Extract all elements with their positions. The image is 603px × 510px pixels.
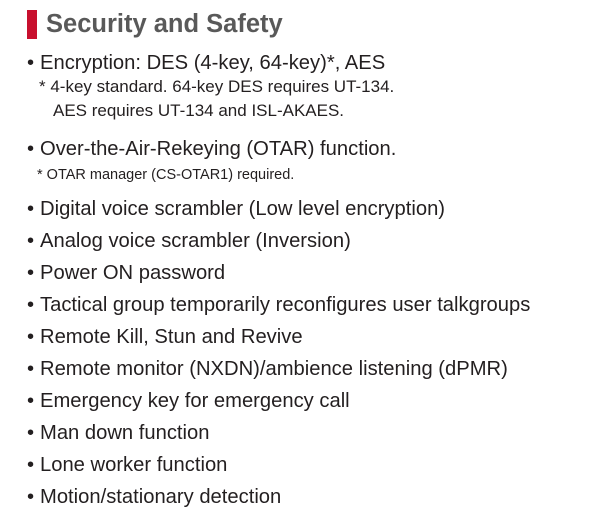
list-item-text: Over-the-Air-Rekeying (OTAR) function. xyxy=(40,138,397,160)
list-item-text: Motion/stationary detection xyxy=(40,486,282,508)
list-item-text: Lone worker function xyxy=(40,454,228,476)
list-item-text: Remote Kill, Stun and Revive xyxy=(40,326,303,348)
list-item-remote-monitor xyxy=(27,357,508,381)
section-title: Security and Safety xyxy=(46,10,283,38)
list-item-digital-scrambler xyxy=(27,197,445,221)
bullet: • xyxy=(27,326,35,348)
bullet: • xyxy=(27,454,35,476)
otar-note: * OTAR manager (CS-OTAR1) required. xyxy=(37,167,295,183)
encryption-note-line2: AES requires UT-134 and ISL-AKAES. xyxy=(53,101,345,120)
list-item-man-down xyxy=(27,421,209,445)
section-header xyxy=(27,9,283,39)
list-item-lone-worker xyxy=(27,453,227,477)
encryption-note-line1: * 4-key standard. 64-key DES requires UT-134. xyxy=(39,77,395,96)
list-item-text: Tactical group temporarily reconfigures user talkgroups xyxy=(40,294,531,316)
list-item-power-password xyxy=(27,261,225,285)
list-item-text: Encryption: DES (4-key, 64-key)*, AES xyxy=(40,52,386,74)
bullet: • xyxy=(27,138,35,160)
list-item-text: Emergency key for emergency call xyxy=(40,390,350,412)
bullet: • xyxy=(27,294,35,316)
list-item-text: Power ON password xyxy=(40,262,226,284)
list-item-motion-detection xyxy=(27,485,281,509)
bullet: • xyxy=(27,198,35,220)
bullet: • xyxy=(27,390,35,412)
bullet: • xyxy=(27,358,35,380)
list-item-text: Man down function xyxy=(40,422,210,444)
bullet: • xyxy=(27,230,35,252)
bullet: • xyxy=(27,422,35,444)
list-item-emergency-key xyxy=(27,389,350,413)
accent-bar xyxy=(27,10,37,39)
list-item-otar xyxy=(27,137,396,161)
bullet: • xyxy=(27,52,35,74)
list-item-text: Remote monitor (NXDN)/ambience listening (dPMR) xyxy=(40,358,508,380)
list-item-text: Analog voice scrambler (Inversion) xyxy=(40,230,351,252)
list-item-tactical-group xyxy=(27,293,530,317)
bullet: • xyxy=(27,262,35,284)
bullet: • xyxy=(27,486,35,508)
list-item-analog-scrambler xyxy=(27,229,351,253)
list-item-remote-kill xyxy=(27,325,303,349)
list-item-text: Digital voice scrambler (Low level encryption) xyxy=(40,198,446,220)
list-item-encryption xyxy=(27,51,385,75)
